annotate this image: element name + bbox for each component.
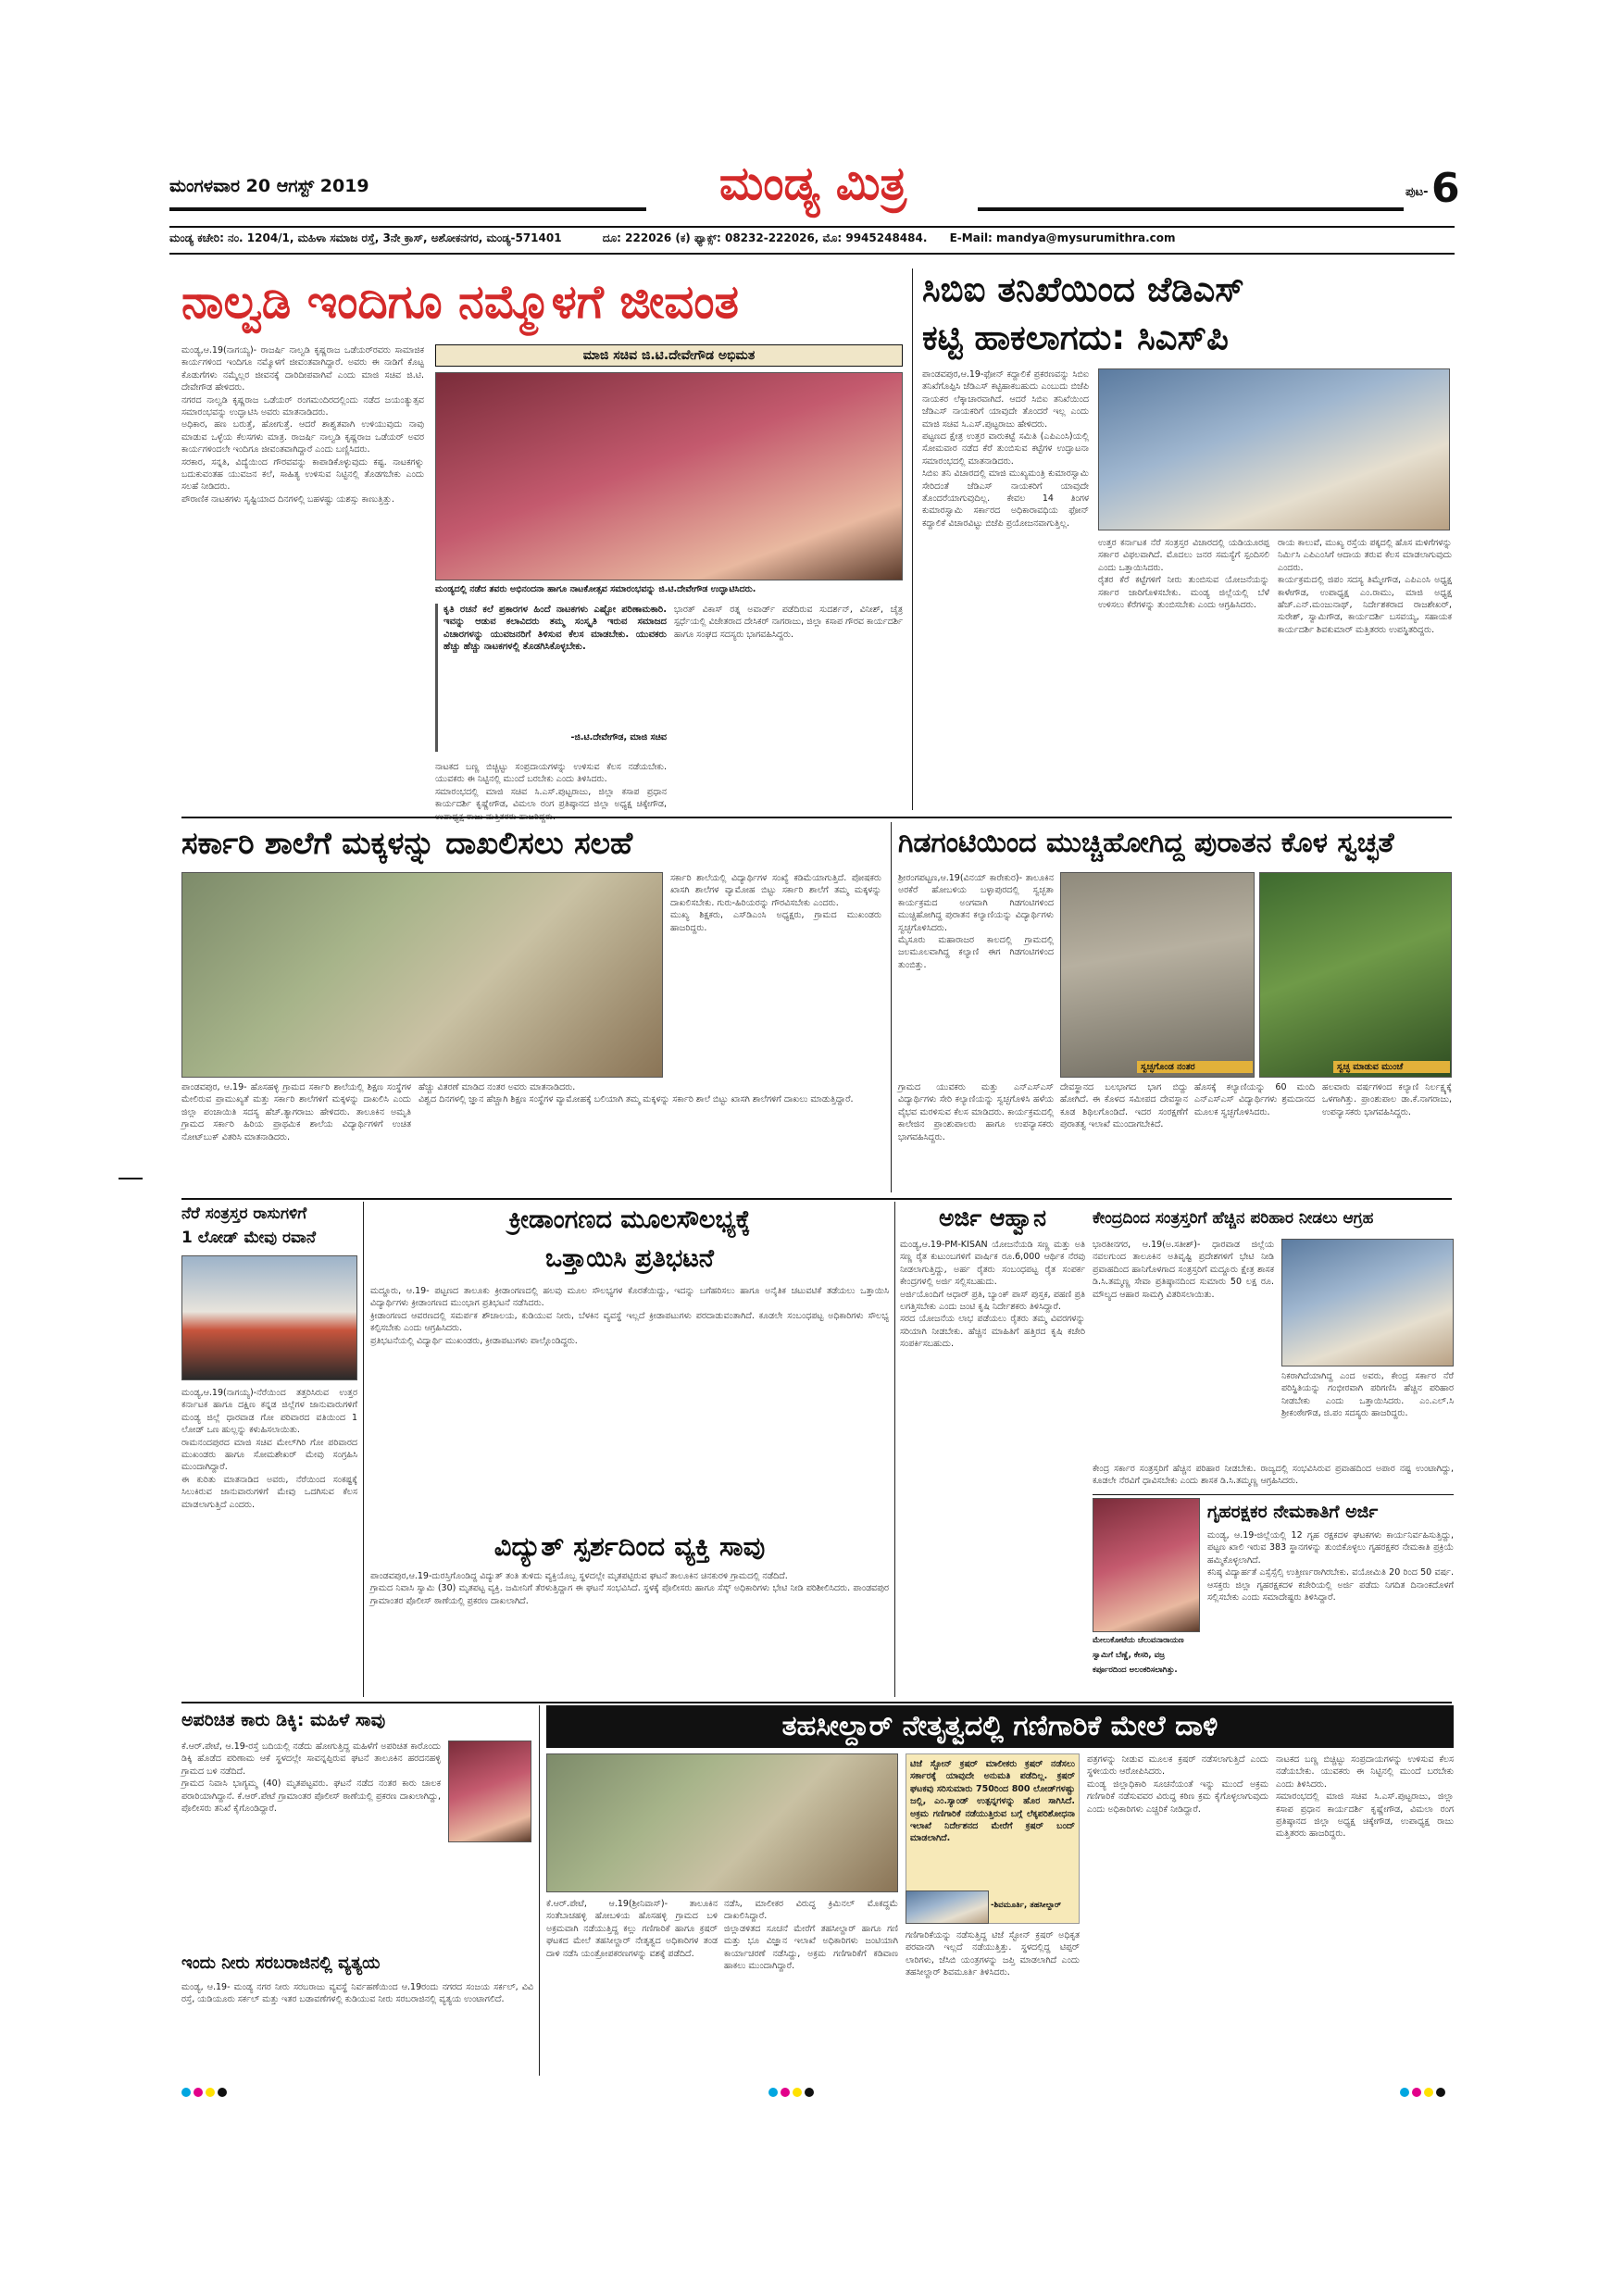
accident-victim-photo — [448, 1741, 531, 1842]
registration-marks-left — [181, 2083, 230, 2101]
column-divider-3 — [363, 1202, 364, 1697]
nalwadi-col1: ಮಂಡ್ಯ,ಆ.19(ನಾಗಯ್ಯ)- ರಾಜರ್ಷಿ ನಾಲ್ವಡಿ ಕೃಷ್ಣರಾಜ ಒಡೆಯರ್‌ರವರು ಸಾಮಾಜಿಕ ಕಾರ್ಯಗಳಿಂದ ಇಂದಿಗೂ ನಮ್ಮೊಳಗೆ ಜೀವಂತವಾಗಿದ್ದಾರೆ. ಅವರು ಈ ನಾಡಿಗೆ ಕೊಟ್ಟ ಕೊಡುಗೆಗಳು ನಮ್ಮೆಲ್ಲರ ಜೀವನಕ್ಕೆ ದಾರಿದೀಪವಾಗಿವೆ ಎಂದು ಮಾಜಿ ಸಚಿವ ಜಿ.ಟಿ. ದೇವೇಗೌಡ ಹೇಳಿದರು. ನಗರದ ನಾಲ್ವಡಿ ಕೃಷ್ಣರಾಜ ಒಡೆಯರ್ ರಂಗಮಂದಿರದಲ್ಲಿಂದು ನಡೆದ ಜಯಂತ್ಯುತ್ಸವ ಸಮಾರಂಭವನ್ನು ಉದ್ಘಾಟಿಸಿ ಅವರು ಮಾತನಾಡಿದರು. ಅಧಿಕಾರ, ಹಣ ಬರುತ್ತೆ, ಹೋಗುತ್ತೆ. ಆದರೆ ಶಾಶ್ವತವಾಗಿ ಉಳಿಯುವುದು ನಾವು ಮಾಡುವ ಒಳ್ಳೆಯ ಕೆಲಸಗಳು ಮಾತ್ರ. ರಾಜರ್ಷಿ ನಾಲ್ವಡಿ ಕೃಷ್ಣರಾಜ ಒಡೆಯರ್ ಅವರ ಕಾರ್ಯಗಳಿಂದಲೇ ಇಂದಿಗೂ ಜೀವಂತವಾಗಿದ್ದಾರೆ ಎಂದು ಬಣ್ಣಿಸಿದರು. ಸರಕಾರ, ಸನ್ನತಿ, ವಿದ್ಯೆಯಿಂದ ಗೌರವವನ್ನು ಕಾಪಾಡಿಕೊಳ್ಳುವುದು ಕಷ್ಟ. ನಾಟಕಗಳ್ನು ಬದುಕುವಂತಹ ಯುವಜನ ಕಲೆ, ಸಾಹಿತ್ಯ ಉಳಿಸುವ ನಿಟ್ಟಿನಲ್ಲಿ ತೊಡಗಬೇಕು ಎಂದು ಸಲಹೆ ನೀಡಿದರು. ಪೌರಾಣಿಕ ನಾಟಕಗಳು ಸೃಷ್ಟಿಯಾದ ದಿನಗಳಲ್ಲಿ ಬಹಳಷ್ಟು ಯಶಸ್ಸು ಕಾಣುತ್ತಿತ್ತು. — [181, 345, 424, 505]
temple-caption-3: ಕರ್ಪೂರದಿಂದ ಅಲಂಕರಿಸಲಾಗಿತ್ತು. — [1093, 1666, 1178, 1675]
kola-col2: ಗ್ರಾಮದ ಯುವಕರು ಮತ್ತು ಎನ್ಎಸ್ಎಸ್ ವಿದ್ಯಾರ್ಥಿಗಳು ಸೇರಿ ಕಲ್ಯಾಣಿಯನ್ನು ಸ್ವಚ್ಛಗೊಳಿಸಿ ಹಳೆಯ ವೈಭವ ಮರಳಿಸುವ ಕೆಲಸ ಮಾಡಿದರು. ಕಾರ್ಯಕ್ರಮದಲ್ಲಿ ಕಾಲೇಜಿನ ಪ್ರಾಂಶುಪಾಲರು ಹಾಗೂ ಉಪನ್ಯಾಸಕರು ಭಾಗವಹಿಸಿದ್ದರು. — [898, 1082, 1057, 1142]
shock-text: ಪಾಂಡವಪುರ,ಆ.19-ದುರಸ್ತಿಗೊಂಡಿದ್ದ ವಿದ್ಯುತ್ ತಂತಿ ತುಳಿದು ವ್ಯಕ್ತಿಯೊಬ್ಬ ಸ್ಥಳದಲ್ಲೇ ಮೃತಪಟ್ಟಿರುವ ಘಟನೆ ತಾಲೂಕಿನ ಚಿನಕುರಳಿ ಗ್ರಾಮದಲ್ಲಿ ನಡೆದಿದೆ. ಗ್ರಾಮದ ನಿವಾಸಿ ಸ್ವಾಮಿ (30) ಮೃತಪಟ್ಟ ವ್ಯಕ್ತಿ. ಜಮೀನಿಗೆ ತೆರಳುತ್ತಿದ್ದಾಗ ಈ ಘಟನೆ ಸಂಭವಿಸಿದೆ. ಸ್ಥಳಕ್ಕೆ ಪೊಲೀಸರು ಹಾಗೂ ಸೆಸ್ಕ್ ಅಧಿಕಾರಿಗಳು ಭೇಟಿ ನೀಡಿ ಪರಿಶೀಲಿಸಿದರು. ಪಾಂಡವಪುರ ಗ್ರಾಮಾಂತರ ಪೊಲೀಸ್ ಠಾಣೆಯಲ್ಲಿ ಪ್ರಕರಣ ದಾಖಲಾಗಿದೆ. — [370, 1571, 889, 1606]
issue-date: ಮಂಗಳವಾರ 20 ಆಗಸ್ಟ್ 2019 — [169, 176, 369, 196]
water-text: ಮಂಡ್ಯ, ಆ.19- ಮಂಡ್ಯ ನಗರ ನೀರು ಸರಬರಾಜು ವ್ಯವಸ್ಥೆ ನಿರ್ವಹಣೆಯಿಂದ ಆ.19ರಂದು ನಗರದ ಸಂಜಯ ಸರ್ಕಲ್, ವಿವಿ ರಸ್ತೆ, ಯಡಿಯೂರು ಸರ್ಕಲ್ ಮತ್ತು ಇತರ ಬಡಾವಣೆಗಳಲ್ಲಿ ಕುಡಿಯುವ ನೀರು ಸರಬರಾಜಿನಲ್ಲಿ ವ್ಯತ್ಯಯ ಉಂಟಾಗಲಿದೆ. — [181, 1982, 537, 2005]
yellow-dot — [206, 2088, 215, 2097]
tahasildar-photo — [546, 1753, 898, 1892]
cbi-col1: ಪಾಂಡವಪುರ,ಆ.19-ಫೋನ್ ಕದ್ದಾಲಿಕೆ ಪ್ರಕರಣವನ್ನು ಸಿಬಿಐ ತನಿಖೆಗೊಪ್ಪಿಸಿ ಜೆಡಿಎಸ್ ಕಟ್ಟಿಹಾಕಬಹುದು ಎಂಬುದು ಬಿಜೆಪಿ ನಾಯಕರ ಲೆಕ್ಕಾಚಾರವಾಗಿದೆ. ಆದರೆ ಸಿಬಿಐ ತನಿಖೆಯಿಂದ ಜೆಡಿಎಸ್ ನಾಯಕರಿಗೆ ಯಾವುದೇ ತೊಂದರೆ ಇಲ್ಲ ಎಂದು ಮಾಜಿ ಸಚಿವ ಸಿ.ಎಸ್.ಪುಟ್ಟರಾಜು ಹೇಳಿದರು. ಪಟ್ಟಣದ ಕ್ಷೇತ್ರ ಉತ್ತರ ವಾರುಕಟ್ಟೆ ಸಮಿತಿ (ಎಪಿಎಂಸಿ)ಯಲ್ಲಿ ಸೋಮವಾರ ನಡೆದ ಕೆರೆ ತುಂಬಿಸುವ ಕಟ್ಟೆಗಳ ಉದ್ಘಾಟನಾ ಸಮಾರಂಭದಲ್ಲಿ ಮಾತನಾಡಿದರು. ಸಿಬಿಐ ತನಿ ವಿಚಾರದಲ್ಲಿ ಮಾಜಿ ಮುಖ್ಯಮಂತ್ರಿ ಕುಮಾರಸ್ವಾಮಿ ಸೇರಿದಂತೆ ಜೆಡಿಎಸ್ ನಾಯಕರಿಗೆ ಯಾವುದೇ ತೊಂದರೆಯಾಗುವುದಿಲ್ಲ. ಕೇವಲ 14 ತಿಂಗಳ ಕುಮಾರಸ್ವಾಮಿ ಸರ್ಕಾರದ ಅಧಿಕಾರಾವಧಿಯ ಫೋನ್ ಕದ್ದಾಲಿಕೆ ವಿಚಾರವಿಟ್ಟು ಬಿಜೆಪಿ ಪ್ರಯೋಜನವಾಗುತ್ತಿಲ್ಲ. — [922, 369, 1089, 529]
school-col1: ಪಾಂಡವಪುರ, ಆ.19- ಹೊಸಹಳ್ಳಿ ಗ್ರಾಮದ ಸರ್ಕಾರಿ ಶಾಲೆಯಲ್ಲಿ ಶಿಕ್ಷಣ ಸಂಸ್ಥೆಗಳ ಮೇಲಿರುವ ಪ್ರಾಮುಖ್ಯತೆ ಮತ್ತು ಸರ್ಕಾರಿ ಶಾಲೆಗಳಿಗೆ ಮಕ್ಕಳನ್ನು ದಾಖಲಿಸಿ ಎಂದು ಜಿಲ್ಲಾ ಪಂಚಾಯಿತಿ ಸದಸ್ಯ ಹೆಚ್.ತ್ಯಾಗರಾಜು ಹೇಳಿದರು. ತಾಲೂಕಿನ ಅಮೃತಿ ಗ್ರಾಮದ ಸರ್ಕಾರಿ ಹಿರಿಯ ಪ್ರಾಥಮಿಕ ಶಾಲೆಯ ವಿದ್ಯಾರ್ಥಿಗಳಿಗೆ ಉಚಿತ ನೋಟ್‌ಬುಕ್ ವಿತರಿಸಿ ಮಾತನಾಡಿದರು. — [181, 1082, 415, 1142]
registration-marks-center — [768, 2083, 817, 2101]
address-rule-bottom — [169, 253, 1455, 255]
section-rule-4 — [181, 1702, 1452, 1703]
griharakshaka-text: ಮಂಡ್ಯ, ಆ.19-ಜಿಲ್ಲೆಯಲ್ಲಿ 12 ಗೃಹ ರಕ್ಷಕದಳ ಘಟಕಗಳು ಕಾರ್ಯನಿರ್ವಹಿಸುತ್ತಿದ್ದು, ಪಟ್ಟಣ ಖಾಲಿ ಇರುವ 383 ಸ್ಥಾನಗಳನ್ನು ತುಂಬಿಕೊಳ್ಳಲು ಗೃಹರಕ್ಷಕರ ನೇಮಕಾತಿ ಪ್ರಕ್ರಿಯೆ ಹಮ್ಮಿಕೊಳ್ಳಲಾಗಿದೆ. ಕನಿಷ್ಠ ವಿದ್ಯಾರ್ಹತೆ ಎಸ್ಸೆಸ್ಸೆಲ್ಸಿ ಉತ್ತೀರ್ಣರಾಗಿರಬೇಕು. ವಯೋಮಿತಿ 20 ರಿಂದ 50 ವರ್ಷ. ಆಸಕ್ತರು ಜಿಲ್ಲಾ ಗೃಹರಕ್ಷಕದಳ ಕಚೇರಿಯಲ್ಲಿ ಅರ್ಜಿ ಪಡೆದು ನಿಗದಿತ ದಿನಾಂಕದೊಳಗೆ ಸಲ್ಲಿಸಬೇಕು ಎಂದು ಸಮಾದೇಷ್ಟರು ತಿಳಿಸಿದ್ದಾರೆ. — [1207, 1530, 1454, 1603]
column-divider — [912, 268, 913, 810]
cyan-dot — [1400, 2088, 1409, 2097]
page-label: ಪುಟ- — [1405, 185, 1429, 199]
black-dot — [1436, 2088, 1445, 2097]
section-rule-1 — [181, 817, 1452, 818]
centre-col1: ಭಾರತೀನಗರ, ಆ.19(ಅ.ಸತೀಶ್)- ಧಾರವಾಡ ಜಿಲ್ಲೆಯ ನವಲಗುಂದ ತಾಲೂಕಿನ ಅತಿವೃಷ್ಟಿ ಪ್ರದೇಶಗಳಿಗೆ ಭೇಟಿ ನೀಡಿ ಪ್ರವಾಹದಿಂದ ಹಾನಿಗೊಳಗಾದ ಸಂತ್ರಸ್ತರಿಗೆ ಮದ್ದೂರು ಕ್ಷೇತ್ರ ಶಾಸಕ ಡಿ.ಸಿ.ತಮ್ಮಣ್ಣ ಸೇವಾ ಪ್ರತಿಷ್ಠಾನದಿಂದ ಸುಮಾರು 50 ಲಕ್ಷ ರೂ. ಮೌಲ್ಯದ ಆಹಾರ ಸಾಮಗ್ರಿ ವಿತರಿಸಲಾಯಿತು. — [1093, 1240, 1278, 1300]
kola-col1: ಶ್ರೀರಂಗಪಟ್ಟಣ,ಆ.19(ವಿನಯ್ ಕಾರೇಕುರ)- ತಾಲೂಕಿನ ಅರಕೆರೆ ಹೋಬಳಿಯ ಬಳ್ಳಾಪುರದಲ್ಲಿ ಸ್ವಚ್ಛತಾ ಕಾರ್ಯಕ್ರಮದ ಅಂಗವಾಗಿ ಗಿಡಗಂಟಿಗಳಿಂದ ಮುಚ್ಚಿಹೋಗಿದ್ದ ಪುರಾತನ ಕಲ್ಯಾಣಿಯನ್ನು ವಿದ್ಯಾರ್ಥಿಗಳು ಸ್ವಚ್ಛಗೊಳಿಸಿದರು. ಮೈಸೂರು ಮಹಾರಾಜರ ಕಾಲದಲ್ಲಿ ಗ್ರಾಮದಲ್ಲಿ ಜಲಮೂಲವಾಗಿದ್ದ ಕಲ್ಯಾಣಿ ಈಗ ಗಿಡಗಂಟಿಗಳಿಂದ ತುಂಬಿತ್ತು. — [898, 873, 1054, 970]
kola-caption-before: ಸ್ವಚ್ಛ ಮಾಡುವ ಮುಂಚೆ — [1333, 1061, 1450, 1073]
centre-headline: ಕೇಂದ್ರದಿಂದ ಸಂತ್ರಸ್ತರಿಗೆ ಹೆಚ್ಚಿನ ಪರಿಹಾರ ನೀಡಲು ಆಗ್ರಹ — [1093, 1209, 1374, 1228]
registration-marks-right — [1400, 2083, 1448, 2101]
shock-headline: ವಿದ್ಯುತ್ ಸ್ಪರ್ಶದಿಂದ ವ್ಯಕ್ತಿ ಸಾವು — [493, 1530, 766, 1562]
crop-mark — [119, 1178, 143, 1179]
kola-col3: ದೇವಸ್ಥಾನದ ಬಲಭಾಗದ ಭಾಗ ಬಿದ್ದು ಹೋಗಿದೆ. ಈ ಕೊಳದ ಸಮೀಪದ ದೇವಸ್ಥಾನ ಕೂಡ ಶಿಥಿಲಗೊಂಡಿದೆ. ಇದರ ಸಂರಕ್ಷಣೆಗೆ ಪುರಾತತ್ವ ಇಲಾಖೆ ಮುಂದಾಗಬೇಕಿದೆ. — [1060, 1082, 1192, 1130]
fodder-headline-1: ನೆರೆ ಸಂತ್ರಸ್ತರ ರಾಸುಗಳಿಗೆ — [181, 1204, 307, 1223]
nalwadi-quote-author: -ಜಿ.ಟಿ.ದೇವೇಗೌಡ, ಮಾಜಿ ಸಚಿವ — [570, 732, 667, 742]
tahasildar-col3: ಗಣಿಗಾರಿಕೆಯನ್ನು ನಡೆಸುತ್ತಿದ್ದ ಟಿಜೆ ಸ್ಟೋನ್ ಕ್ರಷರ್ ಅಧಿಕೃತ ಪರವಾನಗಿ ಇಲ್ಲದೆ ನಡೆಯುತ್ತಿತ್ತು. ಸ್ಥಳದಲ್ಲಿದ್ದ ಟಿಪ್ಪರ್ ಲಾರಿಗಳು, ಜೆಸಿಬಿ ಯಂತ್ರಗಳನ್ನು ಜಪ್ತಿ ಮಾಡಲಾಗಿದೆ ಎಂದು ತಹಸೀಲ್ದಾರ್ ಶಿವಮೂರ್ತಿ ತಿಳಿಸಿದರು. — [906, 1930, 1083, 1978]
column-divider-5 — [539, 1705, 540, 2076]
arji-headline: ಅರ್ಜಿ ಆಹ್ವಾನ — [939, 1204, 1046, 1231]
nalwadi-col3: ಭಾರತ್ ವಿಕಾಸ್ ರತ್ನ ಅವಾರ್ಡ್ ಪಡೆದಿರುವ ಸುದರ್ಶನ್, ವಿನೀಶ್, ಚೈತ್ರ ಸ್ಪರ್ಧೆಯಲ್ಲಿ ವಿಜೇತರಾದ ದೇಸಿಕರ್ ನಾಗರಾಜು, ಜಿಲ್ಲಾ ಕಸಾಪ ಗೌರವ ಕಾರ್ಯದರ್ಶಿ ಹಾಗೂ ಸಂಘದ ಸದಸ್ಯರು ಭಾಗವಹಿಸಿದ್ದರು. — [674, 605, 906, 640]
magenta-dot — [781, 2088, 790, 2097]
address-rule-top — [169, 226, 1455, 228]
arji-text: ಮಂಡ್ಯ,ಆ.19-PM-KISAN ಯೋಜನೆಯಡಿ ಸಣ್ಣ ಮತ್ತು ಅತಿ ಸಣ್ಣ ರೈತ ಕುಟುಂಬಗಳಿಗೆ ವಾರ್ಷಿಕ ರೂ.6,000 ಆರ್ಥಿಕ ನೆರವು ನೀಡಲಾಗುತ್ತಿದ್ದು, ಅರ್ಹ ರೈತರು ಸಂಬಂಧಪಟ್ಟ ರೈತ ಸಂಪರ್ಕ ಕೇಂದ್ರಗಳಲ್ಲಿ ಅರ್ಜಿ ಸಲ್ಲಿಸಬಹುದು. ಅರ್ಜಿಯೊಂದಿಗೆ ಆಧಾರ್ ಪ್ರತಿ, ಬ್ಯಾಂಕ್ ಪಾಸ್ ಪುಸ್ತಕ, ಪಹಣಿ ಪ್ರತಿ ಲಗತ್ತಿಸಬೇಕು ಎಂದು ಜಂಟಿ ಕೃಷಿ ನಿರ್ದೇಶಕರು ತಿಳಿಸಿದ್ದಾರೆ. ಸರದ ಯೋಜನೆಯ ಲಾಭ ಪಡೆಯಲು ರೈತರು ತಮ್ಮ ವಿವರಗಳನ್ನು ಸರಿಯಾಗಿ ನೀಡಬೇಕು. ಹೆಚ್ಚಿನ ಮಾಹಿತಿಗೆ ಹತ್ತಿರದ ಕೃಷಿ ಕಚೇರಿ ಸಂಪರ್ಕಿಸಬಹುದು. — [900, 1240, 1085, 1350]
tahasildar-col4: ಪತ್ರಗಳನ್ನು ನೀಡುವ ಮೂಲಕ ಕ್ರಷರ್ ನಡೆಸಲಾಗುತ್ತಿದೆ ಎಂದು ಸ್ಥಳೀಯರು ಆರೋಪಿಸಿದರು. ಮಂಡ್ಯ ಜಿಲ್ಲಾಧಿಕಾರಿ ಸೂಚನೆಯಂತೆ ಇನ್ನು ಮುಂದೆ ಅಕ್ರಮ ಗಣಿಗಾರಿಕೆ ನಡೆಸುವವರ ವಿರುದ್ಧ ಕಠಿಣ ಕ್ರಮ ಕೈಗೊಳ್ಳಲಾಗುವುದು ಎಂದು ಅಧಿಕಾರಿಗಳು ಎಚ್ಚರಿಕೆ ನೀಡಿದ್ದಾರೆ. — [1087, 1754, 1268, 1815]
nalwadi-quote: ಕೃತಿ ರಚನೆ ಕಲೆ ಪ್ರಕಾರಗಳ ಹಿಂದೆ ನಾಟಕಗಳು ಎಷ್ಟೋ ಪರಿಣಾಮಕಾರಿ. ಇವನ್ನು ಆಡುವ ಕಲಾವಿದರು ತಮ್ಮ ಸಂಸ್ಕೃತಿ ಇರುವ ಸಮಾಜದ ವಿಚಾರಗಳನ್ನು ಯುವಜನರಿಗೆ ತಿಳಿಸುವ ಕೆಲಸ ಮಾಡಬೇಕು. ಯುವಕರು ಹೆಚ್ಚು ಹೆಚ್ಚು ನಾಟಕಗಳಲ್ಲಿ ತೊಡಗಿಸಿಕೊಳ್ಳಬೇಕು. — [443, 605, 670, 653]
stadium-headline-2: ಒತ್ತಾಯಿಸಿ ಪ್ರತಿಭಟನೆ — [545, 1244, 714, 1273]
yellow-dot — [793, 2088, 802, 2097]
school-photo — [181, 872, 663, 1078]
water-headline: ಇಂದು ನೀರು ಸರಬರಾಜಿನಲ್ಲಿ ವ್ಯತ್ಯಯ — [181, 1953, 381, 1973]
section-rule-3 — [1093, 1494, 1454, 1495]
nalwadi-quote-box — [435, 604, 670, 752]
cbi-headline-1: ಸಿಬಿಐ ತನಿಖೆಯಿಂದ ಜೆಡಿಎಸ್ — [922, 269, 1244, 309]
black-dot — [805, 2088, 814, 2097]
office-phone: ದೂ: 222026 (ಕ) ಫ್ಯಾಕ್ಸ್: 08232-222026, ಮೊ: 9945248484. — [602, 231, 928, 244]
tahasildar-col1: ಕೆ.ಆರ್.ಪೇಟೆ, ಆ.19(ಶ್ರೀನಿವಾಸ್)- ತಾಲೂಕಿನ ಸಂತೆಬಾಚಹಳ್ಳಿ ಹೋಬಳಿಯ ಹೊಸಹಳ್ಳಿ ಗ್ರಾಮದ ಬಳಿ ಅಕ್ರಮವಾಗಿ ನಡೆಯುತ್ತಿದ್ದ ಕಲ್ಲು ಗಣಿಗಾರಿಕೆ ಹಾಗೂ ಕ್ರಷರ್ ಘಟಕದ ಮೇಲೆ ತಹಸೀಲ್ದಾರ್ ನೇತೃತ್ವದ ಅಧಿಕಾರಿಗಳ ತಂಡ ದಾಳಿ ನಡೆಸಿ ಯಂತ್ರೋಪಕರಣಗಳನ್ನು ವಶಕ್ಕೆ ಪಡೆದಿದೆ. — [546, 1899, 721, 1959]
fodder-text: ಮಂಡ್ಯ,ಆ.19(ನಾಗಯ್ಯ)-ನೆರೆಯಿಂದ ತತ್ತರಿಸಿರುವ ಉತ್ತರ ಕರ್ನಾಟಕ ಹಾಗೂ ದಕ್ಷಿಣ ಕನ್ನಡ ಜಿಲ್ಲೆಗಳ ಜಾನುವಾರುಗಳಿಗೆ ಮಂಡ್ಯ ಜಿಲ್ಲೆ ಧಾರವಾಡ ಗೋ ಪರಿವಾರದ ವತಿಯಿಂದ 1 ಲೋಡ್ ಒಣ ಹುಲ್ಲನ್ನು ಕಳುಹಿಸಲಾಯಿತು. ರಾಮನಂದಪುರದ ಮಾಜಿ ಸಚಿವ ಮೇಲ್‌ಗಿರಿ ಗೋ ಪರಿವಾರದ ಮುಖಂಡರು ಹಾಗೂ ಸೋಮಶೇಖರ್ ಮೇವು ಸಂಗ್ರಹಿಸಿ ಮುಂದಾಗಿದ್ದಾರೆ. ಈ ಕುರಿತು ಮಾತನಾಡಿದ ಅವರು, ನೆರೆಯಿಂದ ಸಂಕಷ್ಟಕ್ಕೆ ಸಿಲುಕಿರುವ ಜಾನುವಾರುಗಳಿಗೆ ಮೇವು ಒದಗಿಸುವ ಕೆಲಸ ಮಾಡಲಾಗುತ್ತಿದೆ ಎಂದರು. — [181, 1388, 357, 1510]
kola-headline: ಗಿಡಗಂಟಿಯಿಂದ ಮುಚ್ಚಿಹೋಗಿದ್ದ ಪುರಾತನ ಕೊಳ ಸ್ವಚ್ಛತೆ — [898, 827, 1394, 859]
masthead-logo: ಮಂಡ್ಯ ಮಿತ್ರ — [718, 156, 907, 210]
cbi-col3: ರಾಯ ಕಾಲುವೆ, ಮುಖ್ಯ ರಸ್ತೆಯ ಪಕ್ಕದಲ್ಲಿ ಹೊಸ ಮಳಿಗೆಗಳನ್ನು ನಿರ್ಮಿಸಿ ಎಪಿಎಂಸಿಗೆ ಆದಾಯ ತರುವ ಕೆಲಸ ಮಾಡಲಾಗುವುದು ಎಂದರು. ಕಾರ್ಯಕ್ರಮದಲ್ಲಿ ಜಿಪಂ ಸದಸ್ಯ ತಿಮ್ಮೇಗೌಡ, ಎಪಿಎಂಸಿ ಅಧ್ಯಕ್ಷ ಕಾಳೇಗೌಡ, ಉಪಾಧ್ಯಕ್ಷ ಎಂ.ರಾಮು, ಮಾಜಿ ಅಧ್ಯಕ್ಷ ಹೆಚ್.ಎನ್.ಮಂಜುನಾಥ್, ನಿರ್ದೇಶಕರಾದ ರಾಜಶೇಖರ್, ಸುರೇಶ್, ಸ್ವಾಮಿಗೌಡ, ಕಾರ್ಯದರ್ಶಿ ಬಸವಯ್ಯ, ಸಹಾಯಕ ಕಾರ್ಯದರ್ಶಿ ಶಿವಕುಮಾರ್ ಮತ್ತಿತರರು ಉಪಸ್ಥಿತರಿದ್ದರು. — [1278, 538, 1452, 635]
column-divider-4 — [894, 1202, 895, 1697]
nalwadi-photo-caption: ಮಂಡ್ಯದಲ್ಲಿ ನಡೆದ ತವರು ಅಭಿನಂದನಾ ಹಾಗೂ ನಾಟಕೋತ್ಸವ ಸಮಾರಂಭವನ್ನು ಜಿ.ಟಿ.ದೇವೇಗೌಡ ಉದ್ಘಾಟಿಸಿದರು. — [435, 584, 756, 594]
office-email: E-Mail: mandya@mysurumithra.com — [949, 231, 1176, 244]
nalwadi-headline: ನಾಲ್ವಡಿ ಇಂದಿಗೂ ನಮ್ಮೊಳಗೆ ಜೀವಂತ — [181, 275, 739, 329]
kola-photo-before — [1259, 872, 1452, 1078]
school-col3: ಹೆಚ್ಚು ವಿತರಣೆ ಮಾಡಿದ ನಂತರ ಅವರು ಮಾತನಾಡಿದರು. ವಿಶ್ವದ ದಿನಗಳಲ್ಲಿ ಜ್ಞಾನ ಹೆಚ್ಚಾಗಿ ಶಿಕ್ಷಣ ಸಂಸ್ಥೆಗಳ ವ್ಯಾಮೋಹಕ್ಕೆ ಬಲಿಯಾಗಿ ತಮ್ಮ ಮಕ್ಕಳನ್ನು ಸರ್ಕಾರಿ ಶಾಲೆ ಬಿಟ್ಟು ಖಾಸಗಿ ಶಾಲೆಗಳಿಗೆ ದಾಖಲು ಮಾಡುತ್ತಿದ್ದಾರೆ. — [418, 1082, 854, 1105]
cbi-photo — [1098, 368, 1450, 530]
tahasildar-box-text: ಟಿಜೆ ಸ್ಟೋನ್ ಕ್ರಷರ್ ಮಾಲೀಕರು ಕ್ರಷರ್ ನಡೆಸಲು ಸರ್ಕಾರಕ್ಕೆ ಯಾವುದೇ ಅನುಮತಿ ಪಡೆದಿಲ್ಲ. ಕ್ರಷರ್ ಘಟಕವು ಸರಿಸುಮಾರು 750ರಿಂದ 800 ಲೋಡ್‌ಗಳಷ್ಟು ಜಲ್ಲಿ, ಎಂ.ಸ್ಯಾಂಡ್ ಉತ್ಪನ್ನಗಳನ್ನು ಹೊರ ಸಾಗಿಸಿದೆ. ಅಕ್ರಮ ಗಣಿಗಾರಿಕೆ ನಡೆಯುತ್ತಿರುವ ಬಗ್ಗೆ ಲೆಕ್ಕಪರಿಶೋಧನಾ ಇಲಾಖೆ ನಿರ್ದೇಶನದ ಮೇರೆಗೆ ಕ್ರಷರ್ ಬಂದ್ ಮಾಡಲಾಗಿದೆ. — [910, 1759, 1079, 1844]
kola-col4: ಹೊಸಕ್ಕೆ ಕಲ್ಯಾಣಿಯನ್ನು 60 ಮಂದಿ ಎನ್ಎಸ್ಎಸ್ ವಿದ್ಯಾರ್ಥಿಗಳು ಶ್ರಮದಾನದ ಮೂಲಕ ಸ್ವಚ್ಛಗೊಳಿಸಿದರು. — [1194, 1082, 1318, 1117]
kola-caption-after: ಸ್ವಚ್ಛಗೊಂಡ ನಂತರ — [1137, 1061, 1253, 1073]
office-address: ಮಂಡ್ಯ ಕಚೇರಿ: ನಂ. 1204/1, ಮಹಿಳಾ ಸಮಾಜ ರಸ್ತೆ, 3ನೇ ಕ್ರಾಸ್, ಅಶೋಕನಗರ, ಮಂಡ್ಯ-571401 — [169, 231, 562, 244]
temple-caption-2: ಸ್ವಾಮಿಗೆ ಬೆಣ್ಣೆ, ಕೇಸರಿ, ವಜ್ರ — [1093, 1651, 1166, 1660]
nalwadi-photo — [435, 372, 903, 580]
centre-col3: ನಿಕರಾಗಿದೆಯಾಗಿದ್ದ ಎಂದ ಅವರು, ಕೇಂದ್ರ ಸರ್ಕಾರ ನೆರೆ ಪರಿಸ್ಥಿತಿಯನ್ನು ಗಂಭೀರವಾಗಿ ಪರಿಗಣಿಸಿ ಹೆಚ್ಚಿನ ಪರಿಹಾರ ನೀಡಬೇಕು ಎಂದು ಒತ್ತಾಯಿಸಿದರು. ಎಂ.ಎಲ್.ಸಿ ಶ್ರೀಕಂಠೇಗೌಡ, ಜಿ.ಪಂ ಸದಸ್ಯರು ಹಾಜರಿದ್ದರು. — [1281, 1371, 1457, 1419]
stadium-text: ಮದ್ದೂರು, ಆ.19- ಪಟ್ಟಣದ ತಾಲೂಕು ಕ್ರೀಡಾಂಗಣದಲ್ಲಿ ಹಲವು ಮೂಲ ಸೌಲಭ್ಯಗಳ ಕೊರತೆಯಿದ್ದು, ಇದನ್ನು ಬಗೆಹರಿಸಲು ಹಾಗೂ ಅನೈತಿಕ ಚಟುವಟಿಕೆ ತಡೆಯಲು ಒತ್ತಾಯಿಸಿ ವಿದ್ಯಾರ್ಥಿಗಳು ಕ್ರೀಡಾಂಗಣದ ಮುಂಭಾಗ ಪ್ರತಿಭಟನೆ ನಡೆಸಿದರು. ಕ್ರೀಡಾಂಗಣದ ಆವರಣದಲ್ಲಿ ಸಮರ್ಪಕ ಶೌಚಾಲಯ, ಕುಡಿಯುವ ನೀರು, ಬೆಳಕಿನ ವ್ಯವಸ್ಥೆ ಇಲ್ಲದೆ ಕ್ರೀಡಾಪಟುಗಳು ಪರದಾಡುವಂತಾಗಿದೆ. ಕೂಡಲೇ ಸಂಬಂಧಪಟ್ಟ ಅಧಿಕಾರಿಗಳು ಸೌಲಭ್ಯ ಕಲ್ಪಿಸಬೇಕು ಎಂದು ಆಗ್ರಹಿಸಿದರು. ಪ್ರತಿಭಟನೆಯಲ್ಲಿ ವಿದ್ಯಾರ್ಥಿ ಮುಖಂಡರು, ಕ್ರೀಡಾಪಟುಗಳು ಪಾಲ್ಗೊಂಡಿದ್ದರು. — [370, 1286, 889, 1346]
accident-headline: ಅಪರಿಚಿತ ಕಾರು ಡಿಕ್ಕಿ: ಮಹಿಳೆ ಸಾವು — [181, 1710, 386, 1730]
black-dot — [218, 2088, 227, 2097]
tahasildar-portrait — [906, 1890, 989, 1924]
school-text-right: ಸರ್ಕಾರಿ ಶಾಲೆಯಲ್ಲಿ ವಿದ್ಯಾರ್ಥಿಗಳ ಸಂಖ್ಯೆ ಕಡಿಮೆಯಾಗುತ್ತಿದೆ. ಪೋಷಕರು ಖಾಸಗಿ ಶಾಲೆಗಳ ವ್ಯಾಮೋಹ ಬಿಟ್ಟು ಸರ್ಕಾರಿ ಶಾಲೆಗೆ ತಮ್ಮ ಮಕ್ಕಳನ್ನು ದಾಖಲಿಸಬೇಕು. ಗುರು-ಹಿರಿಯರನ್ನು ಗೌರವಿಸಬೇಕು ಎಂದರು. ಮುಖ್ಯ ಶಿಕ್ಷಕರು, ಎಸ್‌ಡಿಎಂಸಿ ಅಧ್ಯಕ್ಷರು, ಗ್ರಾಮದ ಮುಖಂಡರು ಹಾಜರಿದ್ದರು. — [670, 873, 881, 933]
griharakshaka-headline: ಗೃಹರಕ್ಷಕರ ನೇಮಕಾತಿಗೆ ಅರ್ಜಿ — [1207, 1502, 1379, 1522]
section-rule-2 — [181, 1198, 1452, 1200]
masthead-rule-right — [978, 207, 1404, 211]
nalwadi-col2: ನಾಟಕದ ಬಣ್ಣ ಬಿಚ್ಚಿಟ್ಟು ಸಂಪ್ರದಾಯಗಳನ್ನು ಉಳಿಸುವ ಕೆಲಸ ನಡೆಯಬೇಕು. ಯುವಕರು ಈ ನಿಟ್ಟಿನಲ್ಲಿ ಮುಂದೆ ಬರಬೇಕು ಎಂದು ತಿಳಿಸಿದರು. ಸಮಾರಂಭದಲ್ಲಿ ಮಾಜಿ ಸಚಿವ ಸಿ.ಎಸ್.ಪುಟ್ಟರಾಜು, ಜಿಲ್ಲಾ ಕಸಾಪ ಪ್ರಧಾನ ಕಾರ್ಯದರ್ಶಿ ಕೃಷ್ಣೇಗೌಡ, ವಿಮಲಾ ರಂಗ ಪ್ರತಿಷ್ಠಾನದ ಜಿಲ್ಲಾ ಅಧ್ಯಕ್ಷ ಚಿಕ್ಕೇಗೌಡ, — [435, 762, 667, 810]
nalwadi-tag: ಮಾಜಿ ಸಚಿವ ಜಿ.ಟಿ.ದೇವೇಗೌಡ ಅಭಿಮತ — [435, 344, 903, 367]
accident-text: ಕೆ.ಆರ್.ಪೇಟೆ, ಆ.19-ರಸ್ತೆ ಬದಿಯಲ್ಲಿ ನಡೆದು ಹೋಗುತ್ತಿದ್ದ ಮಹಿಳೆಗೆ ಅಪರಿಚಿತ ಕಾರೊಂದು ಡಿಕ್ಕಿ ಹೊಡೆದ ಪರಿಣಾಮ ಆಕೆ ಸ್ಥಳದಲ್ಲೇ ಸಾವನ್ನಪ್ಪಿರುವ ಘಟನೆ ತಾಲೂಕಿನ ಹರದನಹಳ್ಳಿ ಗ್ರಾಮದ ಬಳಿ ನಡೆದಿದೆ. ಗ್ರಾಮದ ನಿವಾಸಿ ಭಾಗ್ಯಮ್ಮ (40) ಮೃತಪಟ್ಟವರು. ಘಟನೆ ನಡೆದ ನಂತರ ಕಾರು ಚಾಲಕ ಪರಾರಿಯಾಗಿದ್ದಾನೆ. ಕೆ.ಆರ್.ಪೇಟೆ ಗ್ರಾಮಾಂತರ ಪೊಲೀಸ್ ಠಾಣೆಯಲ್ಲಿ ಪ್ರಕರಣ ದಾಖಲಾಗಿದ್ದು, ಪೊಲೀಸರು ತನಿಖೆ ಕೈಗೊಂಡಿದ್ದಾರೆ. — [181, 1741, 441, 1815]
kola-col5: ಹಲವಾರು ವರ್ಷಗಳಿಂದ ಕಲ್ಯಾಣಿ ನಿರ್ಲಕ್ಷ್ಯಕ್ಕೆ ಒಳಗಾಗಿತ್ತು. ಪ್ರಾಂಶುಪಾಲ ಡಾ.ಕೆ.ನಾಗರಾಜು, ಉಪನ್ಯಾಸಕರು ಭಾಗವಹಿಸಿದ್ದರು. — [1322, 1082, 1455, 1117]
fodder-headline-2: 1 ಲೋಡ್ ಮೇವು ರವಾನೆ — [181, 1229, 316, 1247]
cyan-dot — [181, 2088, 191, 2097]
tahasildar-box-author: -ಶಿವಮೂರ್ತಿ, ತಹಸೀಲ್ದಾರ್ — [991, 1901, 1062, 1910]
masthead-rule-left — [169, 207, 646, 211]
address-line — [169, 231, 1455, 250]
page-number: 6 — [1431, 165, 1460, 212]
masthead — [169, 148, 1460, 259]
tahasildar-headline: ತಹಸೀಲ್ದಾರ್ ನೇತೃತ್ವದಲ್ಲಿ ಗಣಿಗಾರಿಕೆ ಮೇಲೆ ದಾಳಿ — [546, 1705, 1454, 1748]
column-divider-2 — [891, 822, 892, 1192]
cyan-dot — [768, 2088, 778, 2097]
tahasildar-col2: ನಡೆಸಿ, ಮಾಲೀಕರ ವಿರುದ್ಧ ಕ್ರಿಮಿನಲ್ ಮೊಕದ್ದಮೆ ದಾಖಲಿಸಿದ್ದಾರೆ. ಜಿಲ್ಲಾಡಳಿತದ ಸೂಚನೆ ಮೇರೆಗೆ ತಹಸೀಲ್ದಾರ್ ಹಾಗೂ ಗಣಿ ಮತ್ತು ಭೂ ವಿಜ್ಞಾನ ಇಲಾಖೆ ಅಧಿಕಾರಿಗಳು ಜಂಟಿಯಾಗಿ ಕಾರ್ಯಾಚರಣೆ ನಡೆಸಿದ್ದು, ಅಕ್ರಮ ಗಣಿಗಾರಿಕೆಗೆ ಕಡಿವಾಣ ಹಾಕಲು ಮುಂದಾಗಿದ್ದಾರೆ. — [724, 1899, 898, 1972]
yellow-dot — [1424, 2088, 1433, 2097]
kola-photo-after — [1060, 872, 1255, 1078]
magenta-dot — [1412, 2088, 1421, 2097]
magenta-dot — [194, 2088, 203, 2097]
tahasildar-col5: ನಾಟಕದ ಬಣ್ಣ ಬಿಚ್ಚಿಟ್ಟು ಸಂಪ್ರದಾಯಗಳನ್ನು ಉಳಿಸುವ ಕೆಲಸ ನಡೆಯಬೇಕು. ಯುವಕರು ಈ ನಿಟ್ಟಿನಲ್ಲಿ ಮುಂದೆ ಬರಬೇಕು ಎಂದು ತಿಳಿಸಿದರು. ಸಮಾರಂಭದಲ್ಲಿ ಮಾಜಿ ಸಚಿವ ಸಿ.ಎಸ್.ಪುಟ್ಟರಾಜು, ಜಿಲ್ಲಾ ಕಸಾಪ ಪ್ರಧಾನ ಕಾರ್ಯದರ್ಶಿ ಕೃಷ್ಣೇಗೌಡ, ವಿಮಲಾ ರಂಗ ಪ್ರತಿಷ್ಠಾನದ ಜಿಲ್ಲಾ ಅಧ್ಯಕ್ಷ ಚಿಕ್ಕೇಗೌಡ, ಉಪಾಧ್ಯಕ್ಷ ರಾಜು ಮತ್ತಿತರರು ಹಾಜರಿದ್ದರು. — [1276, 1754, 1454, 1840]
centre-col2: ಕೇಂದ್ರ ಸರ್ಕಾರ ಸಂತ್ರಸ್ತರಿಗೆ ಹೆಚ್ಚಿನ ಪರಿಹಾರ ನೀಡಬೇಕು. ರಾಜ್ಯದಲ್ಲಿ ಸಂಭವಿಸಿರುವ ಪ್ರವಾಹದಿಂದ ಅಪಾರ ನಷ್ಟ ಉಂಟಾಗಿದ್ದು, ಕೂಡಲೇ ನೆರವಿಗೆ ಧಾವಿಸಬೇಕು ಎಂದು ಶಾಸಕ ಡಿ.ಸಿ.ತಮ್ಮಣ್ಣ ಆಗ್ರಹಿಸಿದರು. — [1093, 1464, 1457, 1487]
school-headline: ಸರ್ಕಾರಿ ಶಾಲೆಗೆ ಮಕ್ಕಳನ್ನು ದಾಖಲಿಸಲು ಸಲಹೆ — [181, 825, 633, 861]
stadium-headline-1: ಕ್ರೀಡಾಂಗಣದ ಮೂಲಸೌಲಭ್ಯಕ್ಕೆ — [508, 1205, 751, 1234]
cbi-col2: ಉತ್ತರ ಕರ್ನಾಟಕ ನೆರೆ ಸಂತ್ರಸ್ತರ ವಿಚಾರದಲ್ಲಿ ಯಡಿಯೂರಪ್ಪ ಸರ್ಕಾರ ವಿಫಲವಾಗಿದೆ. ಮೊದಲು ಜನರ ಸಮಸ್ಯೆಗೆ ಸ್ಪಂದಿಸಲಿ ಎಂದು ಒತ್ತಾಯಿಸಿದರು. ರೈತರ ಕೆರೆ ಕಟ್ಟೆಗಳಿಗೆ ನೀರು ತುಂಬಿಸುವ ಯೋಜನೆಯನ್ನು ಸರ್ಕಾರ ಜಾರಿಗೊಳಿಸಬೇಕು. ಮಂಡ್ಯ ಜಿಲ್ಲೆಯಲ್ಲಿ ಬೆಳೆ ಉಳಿಸಲು ಕೆರೆಗಳನ್ನು ತುಂಬಿಸಬೇಕು ಎಂದು ಆಗ್ರಹಿಸಿದರು. — [1098, 538, 1269, 611]
fodder-photo — [181, 1255, 357, 1380]
temple-caption-1: ಮೇಲುಕೋಟೆಯ ಚೆಲುವನಾರಾಯಣ — [1093, 1636, 1184, 1645]
centre-photo — [1281, 1239, 1454, 1366]
temple-photo — [1093, 1498, 1200, 1632]
cbi-headline-2: ಕಟ್ಟಿ ಹಾಕಲಾಗದು: ಸಿಎಸ್‌ಪಿ — [922, 318, 1229, 357]
